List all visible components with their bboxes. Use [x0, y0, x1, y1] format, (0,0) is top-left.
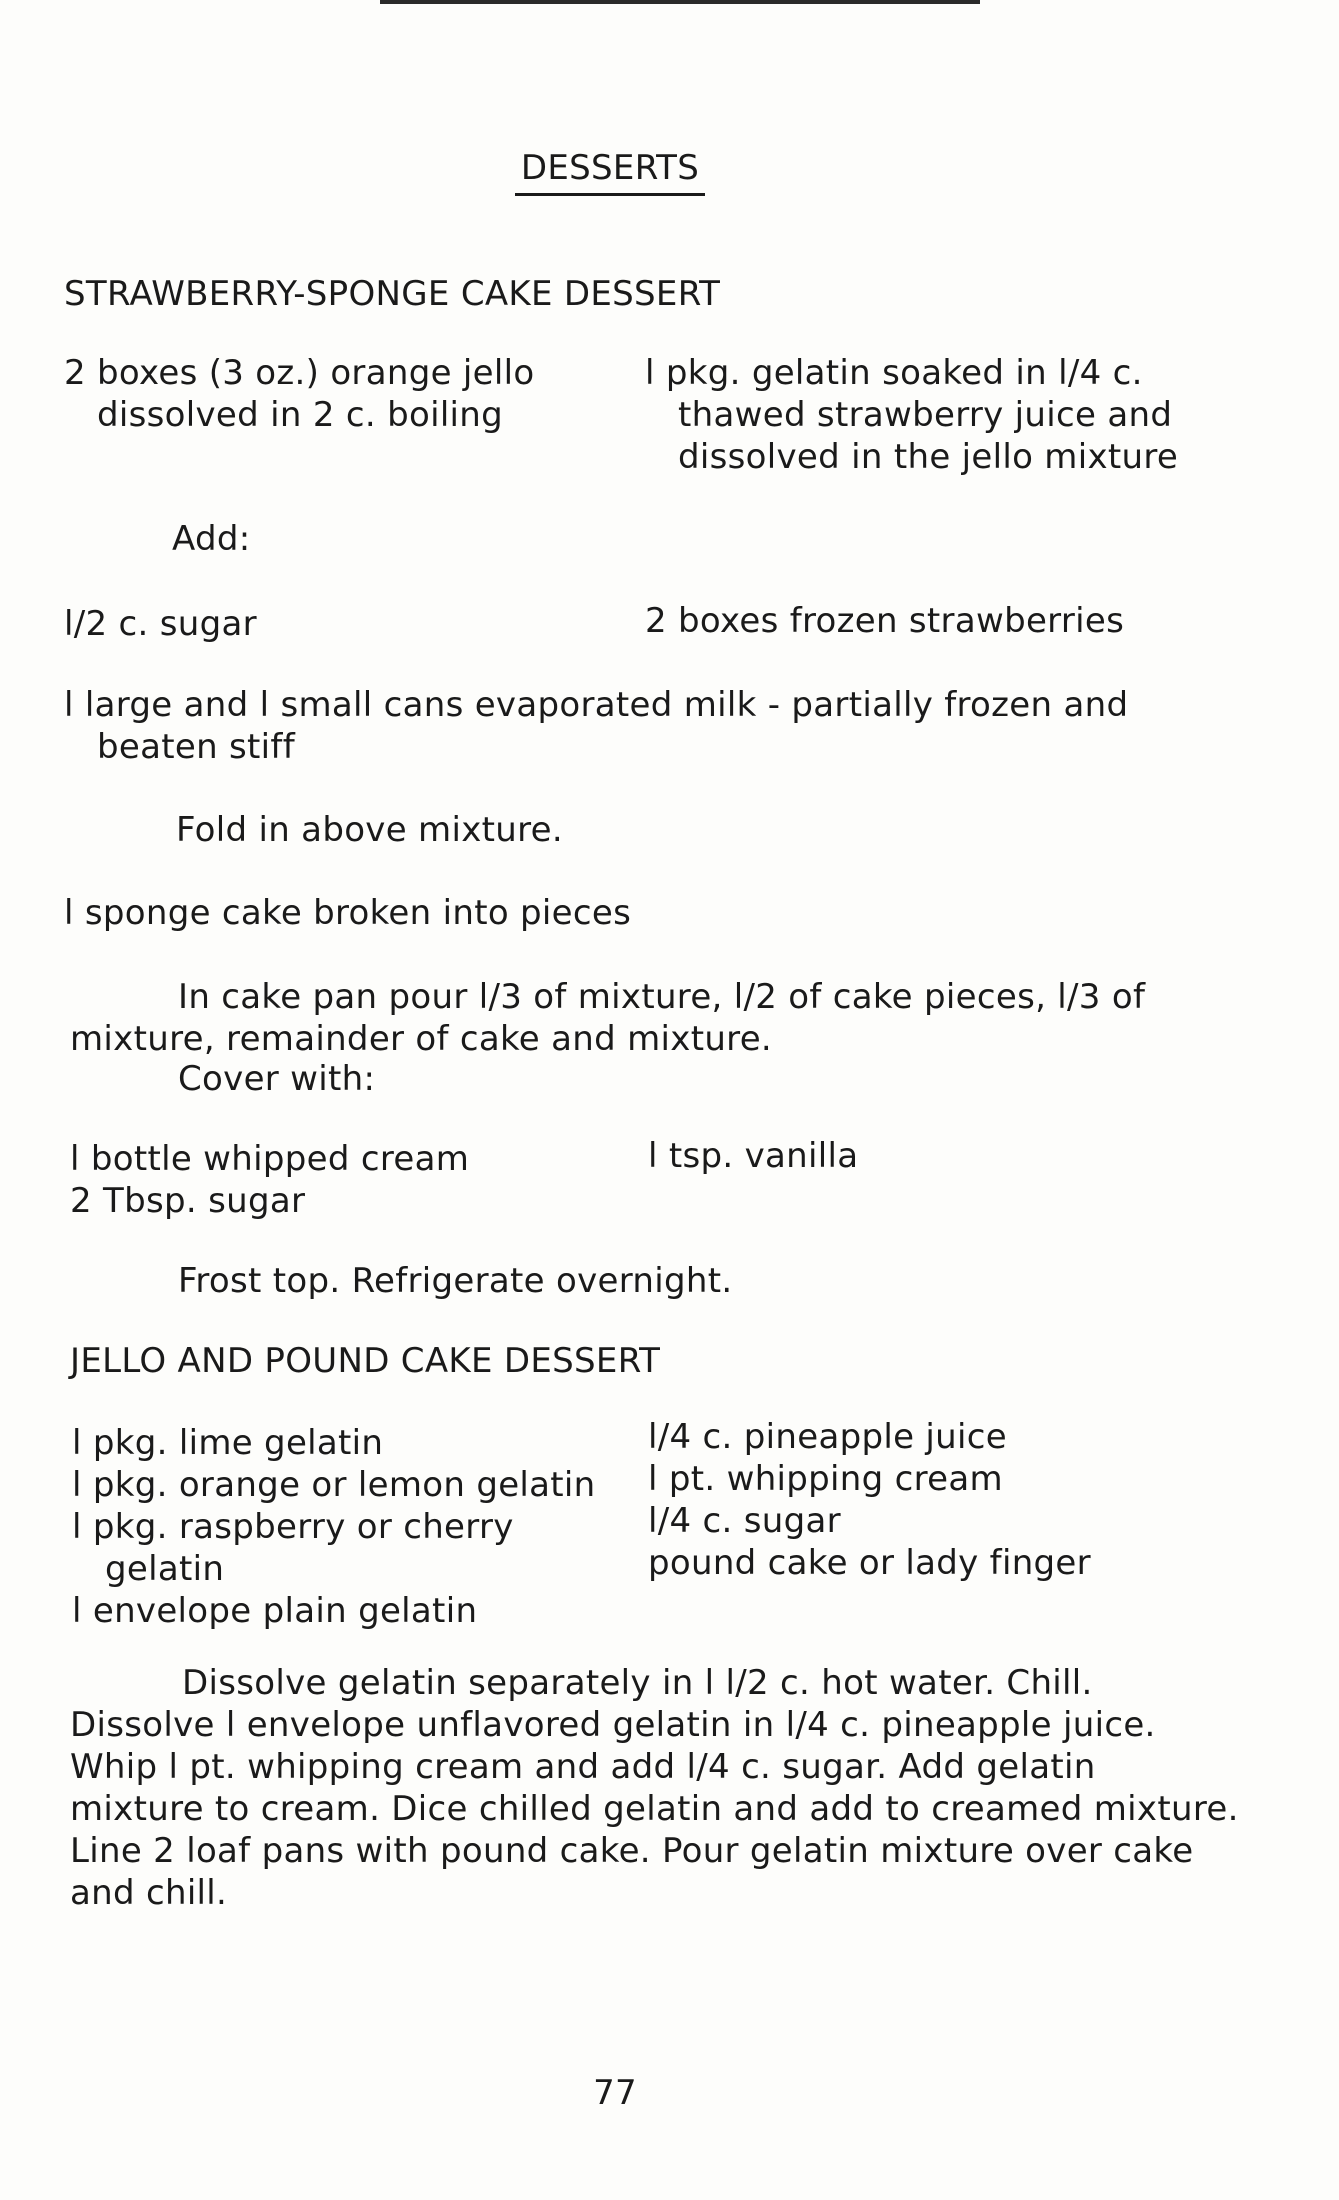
direction-line: Dissolve l envelope unflavored gelatin in l/4 c. pineapple juice.	[70, 1705, 1156, 1745]
section-title-text: DESSERTS	[515, 145, 705, 196]
ingredient-line: l envelope plain gelatin	[72, 1591, 478, 1631]
recipe-1-ingredients-a-left	[64, 352, 534, 436]
recipe-1-title: STRAWBERRY-SPONGE CAKE DESSERT	[64, 274, 721, 314]
direction-line: Line 2 loaf pans with pound cake. Pour gelatin mixture over cake	[70, 1831, 1194, 1871]
instruction-line: l large and l small cans evaporated milk - partially frozen and	[64, 685, 1129, 725]
sponge-ingredient: l sponge cake broken into pieces	[64, 893, 632, 933]
section-title	[0, 145, 1220, 196]
ingredient-line: pound cake or lady finger	[648, 1543, 1091, 1583]
ingredient-line: l pt. whipping cream	[648, 1459, 1003, 1499]
direction-line: Dissolve gelatin separately in l l/2 c. hot water. Chill.	[182, 1663, 1093, 1703]
instruction-line: In cake pan pour l/3 of mixture, l/2 of cake pieces, l/3 of	[178, 977, 1146, 1017]
ingredient-line: l pkg. raspberry or cherry	[72, 1507, 514, 1547]
direction-line: mixture to cream. Dice chilled gelatin and add to creamed mixture.	[70, 1789, 1239, 1829]
ingredient-line: l/4 c. sugar	[648, 1501, 841, 1541]
ingredient-line: dissolved in 2 c. boiling	[97, 395, 504, 435]
ingredient-line: 2 Tbsp. sugar	[70, 1181, 306, 1221]
add-label: Add:	[172, 519, 251, 559]
finish-instruction: Frost top. Refrigerate overnight.	[178, 1261, 733, 1301]
ingredient-line: l/4 c. pineapple juice	[648, 1417, 1007, 1457]
instruction-line: mixture, remainder of cake and mixture.	[70, 1019, 773, 1059]
recipe-2-directions	[70, 1662, 1239, 1914]
direction-line: Whip l pt. whipping cream and add l/4 c. sugar. Add gelatin	[70, 1747, 1096, 1787]
assembly-instructions	[70, 976, 1145, 1060]
ingredient-line: l pkg. lime gelatin	[72, 1423, 384, 1463]
cover-label: Cover with:	[178, 1059, 376, 1099]
direction-line: and chill.	[70, 1873, 228, 1913]
ingredient-line: gelatin	[105, 1549, 225, 1589]
instruction-line: beaten stiff	[97, 727, 295, 767]
ingredient-sugar: l/2 c. sugar	[64, 604, 257, 644]
page-number: 77	[593, 2073, 637, 2113]
recipe-2-ingredients-left	[72, 1422, 596, 1632]
ingredient-line: l bottle whipped cream	[70, 1139, 470, 1179]
recipe-1-ingredients-a-right	[645, 352, 1178, 478]
recipe-2-title: JELLO AND POUND CAKE DESSERT	[70, 1341, 661, 1381]
topping-left	[70, 1138, 469, 1222]
milk-instructions	[64, 684, 1128, 768]
fold-instruction: Fold in above mixture.	[176, 810, 563, 850]
ingredient-line: dissolved in the jello mixture	[678, 437, 1179, 477]
ingredient-line: 2 boxes (3 oz.) orange jello	[64, 353, 535, 393]
topping-right: l tsp. vanilla	[648, 1136, 859, 1176]
ingredient-line: l pkg. gelatin soaked in l/4 c.	[645, 353, 1143, 393]
recipe-2-ingredients-right	[648, 1416, 1091, 1584]
ingredient-line: l pkg. orange or lemon gelatin	[72, 1465, 596, 1505]
ingredient-line: thawed strawberry juice and	[678, 395, 1173, 435]
ingredient-strawberries: 2 boxes frozen strawberries	[645, 601, 1125, 641]
